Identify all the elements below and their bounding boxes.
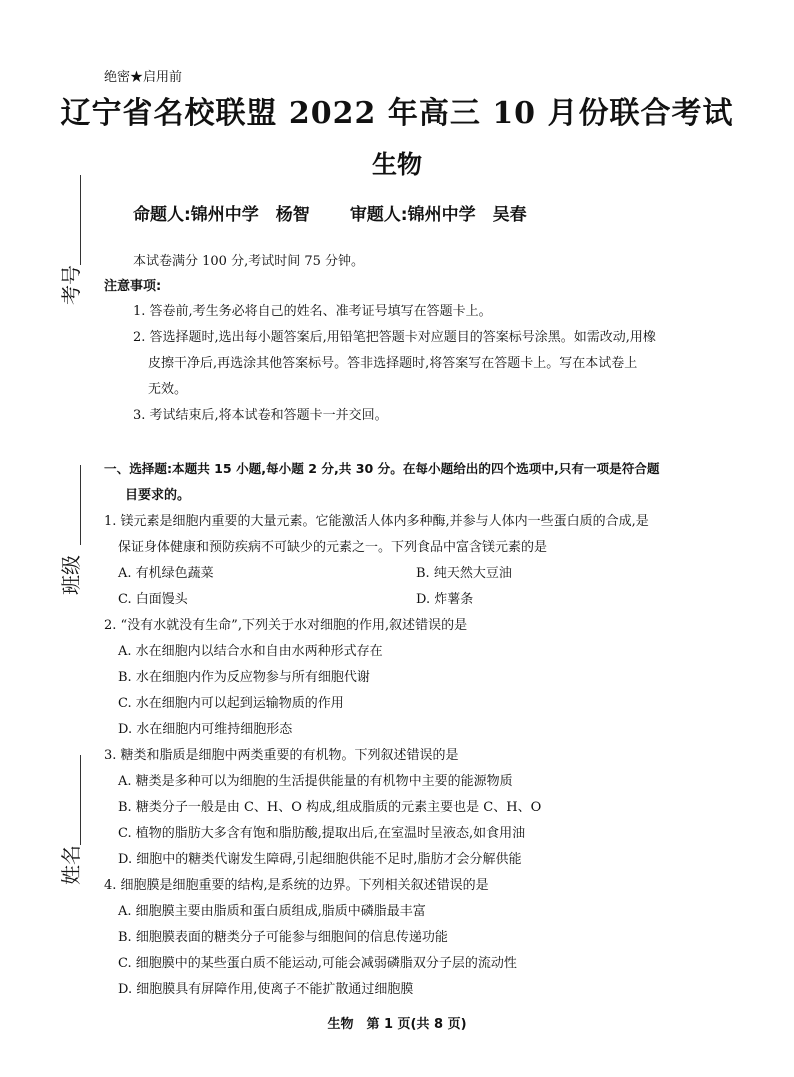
question-1-option-b: B. 纯天然大豆油 xyxy=(416,566,512,581)
section-heading-cont: 目要求的。 xyxy=(125,488,191,503)
question-2-option-b: B. 水在细胞内作为反应物参与所有细胞代谢 xyxy=(118,670,370,685)
question-3-option-a: A. 糖类是多种可以为细胞的生活提供能量的有机物中主要的能源物质 xyxy=(118,774,513,789)
note-1: 1. 答卷前,考生务必将自己的姓名、准考证号填写在答题卡上。 xyxy=(133,304,492,319)
reviewer: 审题人:锦州中学 吴春 xyxy=(349,205,527,225)
question-3-option-b: B. 糖类分子一般是由 C、H、O 构成,组成脂质的元素主要也是 C、H、O xyxy=(118,800,542,815)
question-4-option-d: D. 细胞膜具有屏障作用,使离子不能扩散通过细胞膜 xyxy=(118,982,414,997)
name-label: 姓名 xyxy=(59,845,83,885)
note-2-cont: 皮擦干净后,再选涂其他答案标号。答非选择题时,将答案写在答题卡上。写在本试卷上 xyxy=(148,356,638,371)
question-3-stem: 3. 糖类和脂质是细胞中两类重要的有机物。下列叙述错误的是 xyxy=(104,748,459,763)
page-footer: 生物 第 1 页(共 8 页) xyxy=(327,1017,467,1032)
name-line xyxy=(80,755,81,845)
question-3-option-d: D. 细胞中的糖类代谢发生障碍,引起细胞供能不足时,脂肪才会分解供能 xyxy=(118,852,522,867)
question-1-stem: 1. 镁元素是细胞内重要的大量元素。它能激活人体内多种酶,并参与人体内一些蛋白质的合成,是 xyxy=(104,514,649,529)
question-2-stem: 2. “没有水就没有生命”,下列关于水对细胞的作用,叙述错误的是 xyxy=(104,618,468,633)
score-time: 本试卷满分 100 分,考试时间 75 分钟。 xyxy=(133,254,365,269)
question-2-option-c: C. 水在细胞内可以起到运输物质的作用 xyxy=(118,696,344,711)
question-1-option-a: A. 有机绿色蔬菜 xyxy=(118,566,214,581)
authors-line xyxy=(133,200,567,225)
note-2-end: 无效。 xyxy=(148,382,188,397)
question-1-stem-cont: 保证身体健康和预防疾病不可缺少的元素之一。下列食品中富含镁元素的是 xyxy=(118,540,548,555)
note-3: 3. 考试结束后,将本试卷和答题卡一并交回。 xyxy=(133,408,388,423)
question-1-option-d: D. 炸薯条 xyxy=(416,592,474,607)
notes-title: 注意事项: xyxy=(104,279,162,294)
question-2-option-a: A. 水在细胞内以结合水和自由水两种形式存在 xyxy=(118,644,383,659)
note-2: 2. 答选择题时,选出每小题答案后,用铅笔把答题卡对应题目的答案标号涂黑。如需改动,用橡 xyxy=(133,330,656,345)
section-heading: 一、选择题:本题共 15 小题,每小题 2 分,共 30 分。在每小题给出的四个选项中,只有一项是符合题 xyxy=(104,461,660,476)
confidential-mark: 绝密★启用前 xyxy=(104,70,183,85)
question-1-option-c: C. 白面馒头 xyxy=(118,592,188,607)
question-4-stem: 4. 细胞膜是细胞重要的结构,是系统的边界。下列相关叙述错误的是 xyxy=(104,878,489,893)
subject-title: 生物 xyxy=(371,150,422,179)
exam-no-line xyxy=(80,175,81,265)
exam-no-label: 考号 xyxy=(59,265,83,305)
question-3-option-c: C. 植物的脂肪大多含有饱和脂肪酸,提取出后,在室温时呈液态,如食用油 xyxy=(118,826,526,841)
author: 命题人:锦州中学 杨智 xyxy=(133,205,310,225)
question-2-option-d: D. 水在细胞内可维持细胞形态 xyxy=(118,722,293,737)
class-label: 班级 xyxy=(59,555,83,595)
question-4-option-c: C. 细胞膜中的某些蛋白质不能运动,可能会减弱磷脂双分子层的流动性 xyxy=(118,956,517,971)
question-4-option-b: B. 细胞膜表面的糖类分子可能参与细胞间的信息传递功能 xyxy=(118,930,448,945)
question-4-option-a: A. 细胞膜主要由脂质和蛋白质组成,脂质中磷脂最丰富 xyxy=(118,904,426,919)
exam-title: 辽宁省名校联盟 2022 年高三 10 月份联合考试 xyxy=(60,96,734,131)
class-line xyxy=(80,465,81,545)
